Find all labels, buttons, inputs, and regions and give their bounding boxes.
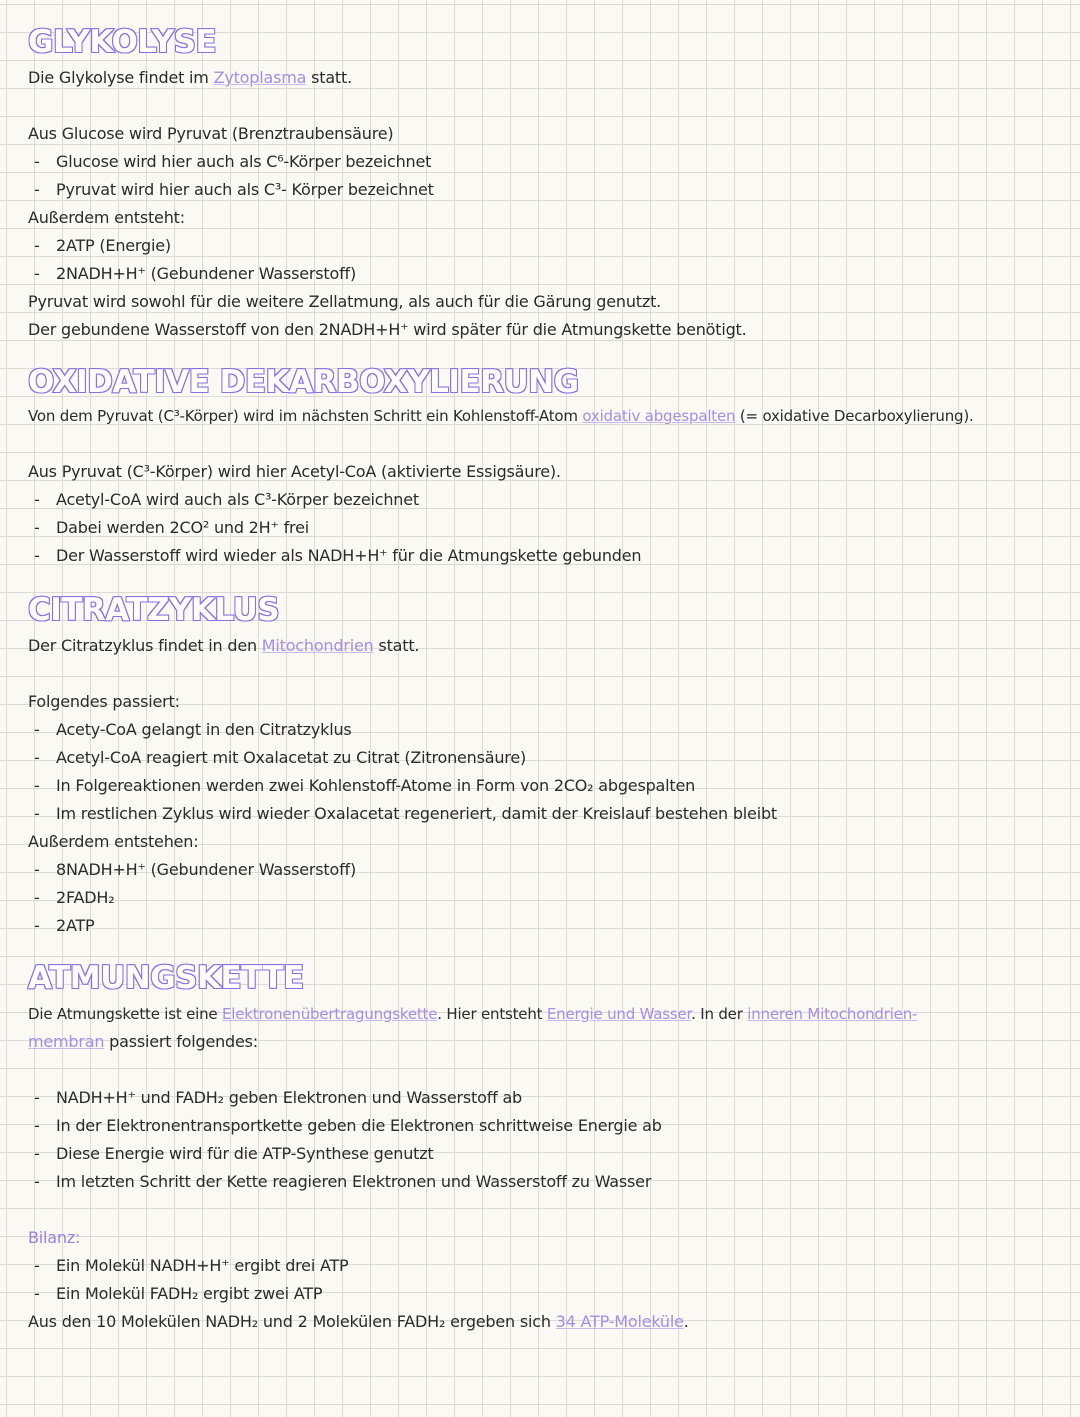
list-item: - Pyruvat wird hier auch als C³- Körper bezeichnet (34, 180, 434, 199)
atmung-intro: Die Atmungskette ist eine Elektronenübertragungskette. Hier entsteht Energie und Wasser. In der inneren Mitochondrien- (28, 1005, 918, 1023)
list-item: - NADH+H⁺ und FADH₂ geben Elektronen und Wasserstoff ab (34, 1088, 523, 1107)
glykolyse-line: Pyruvat wird sowohl für die weitere Zellatmung, als auch für die Gärung genutzt. (28, 292, 662, 311)
glykolyse-line: Aus Glucose wird Pyruvat (Brenztraubensäure) (28, 124, 394, 143)
list-item: - 2ATP (34, 916, 95, 935)
heading-atmungskette: ATMUNGSKETTE (28, 960, 304, 996)
citrat-ausserdem: Außerdem entstehen: (28, 832, 199, 851)
highlight-zytoplasma: Zytoplasma (213, 68, 307, 87)
heading-citratzyklus: CITRATZYKLUS (28, 592, 280, 628)
list-item: - 2NADH+H⁺ (Gebundener Wasserstoff) (34, 264, 356, 283)
bilanz-label: Bilanz: (28, 1228, 81, 1247)
dekarbox-intro: Von dem Pyruvat (C³-Körper) wird im nächsten Schritt ein Kohlenstoff-Atom oxidativ abgespalten (= oxidative Decarboxylierung). (28, 407, 974, 425)
list-item: - Im restlichen Zyklus wird wieder Oxalacetat regeneriert, damit der Kreislauf bestehen bleibt (34, 804, 777, 823)
bilanz-final: Aus den 10 Molekülen NADH₂ und 2 Molekülen FADH₂ ergeben sich 34 ATP-Moleküle. (28, 1312, 689, 1331)
highlight-mitochondrien: Mitochondrien (261, 636, 374, 655)
list-item: - Ein Molekül NADH+H⁺ ergibt drei ATP (34, 1256, 349, 1275)
highlight-elektronen: Elektronenübertragungskette (222, 1005, 438, 1023)
list-item: - 8NADH+H⁺ (Gebundener Wasserstoff) (34, 860, 356, 879)
atmung-intro-2: membran passiert folgendes: (28, 1032, 258, 1051)
list-item: - Acetyl-CoA wird auch als C³-Körper bezeichnet (34, 490, 419, 509)
highlight-34-atp: 34 ATP-Moleküle (555, 1312, 684, 1331)
list-item: - Im letzten Schritt der Kette reagieren Elektronen und Wasserstoff zu Wasser (34, 1172, 652, 1191)
list-item: - Glucose wird hier auch als C⁶-Körper bezeichnet (34, 152, 432, 171)
citrat-intro: Der Citratzyklus findet in den Mitochondrien statt. (28, 636, 420, 655)
list-item: - Acety-CoA gelangt in den Citratzyklus (34, 720, 352, 739)
list-item: - Acetyl-CoA reagiert mit Oxalacetat zu Citrat (Zitronensäure) (34, 748, 527, 767)
list-item: - 2ATP (Energie) (34, 236, 171, 255)
glykolyse-intro: Die Glykolyse findet im Zytoplasma statt. (28, 68, 352, 87)
highlight-oxidativ: oxidativ abgespalten (582, 407, 736, 425)
list-item: - 2FADH₂ (34, 888, 115, 907)
list-item: - In Folgereaktionen werden zwei Kohlenstoff-Atome in Form von 2CO₂ abgespalten (34, 776, 696, 795)
highlight-membran: inneren Mitochondrien- (747, 1005, 918, 1023)
glykolyse-ausserdem: Außerdem entsteht: (28, 208, 185, 227)
dekarbox-line: Aus Pyruvat (C³-Körper) wird hier Acetyl-CoA (aktivierte Essigsäure). (28, 462, 561, 481)
citrat-line: Folgendes passiert: (28, 692, 180, 711)
highlight-energie: Energie und Wasser (546, 1005, 692, 1023)
list-item: - Diese Energie wird für die ATP-Synthese genutzt (34, 1144, 434, 1163)
heading-glykolyse: GLYKOLYSE (28, 24, 217, 60)
list-item: - Der Wasserstoff wird wieder als NADH+H⁺ für die Atmungskette gebunden (34, 546, 642, 565)
list-item: - In der Elektronentransportkette geben die Elektronen schrittweise Energie ab (34, 1116, 662, 1135)
glykolyse-line: Der gebundene Wasserstoff von den 2NADH+H⁺ wird später für die Atmungskette benötigt. (28, 320, 747, 339)
heading-dekarboxylierung: OXIDATIVE DEKARBOXYLIERUNG (28, 364, 579, 400)
list-item: - Ein Molekül FADH₂ ergibt zwei ATP (34, 1284, 323, 1303)
list-item: - Dabei werden 2CO² und 2H⁺ frei (34, 518, 309, 537)
